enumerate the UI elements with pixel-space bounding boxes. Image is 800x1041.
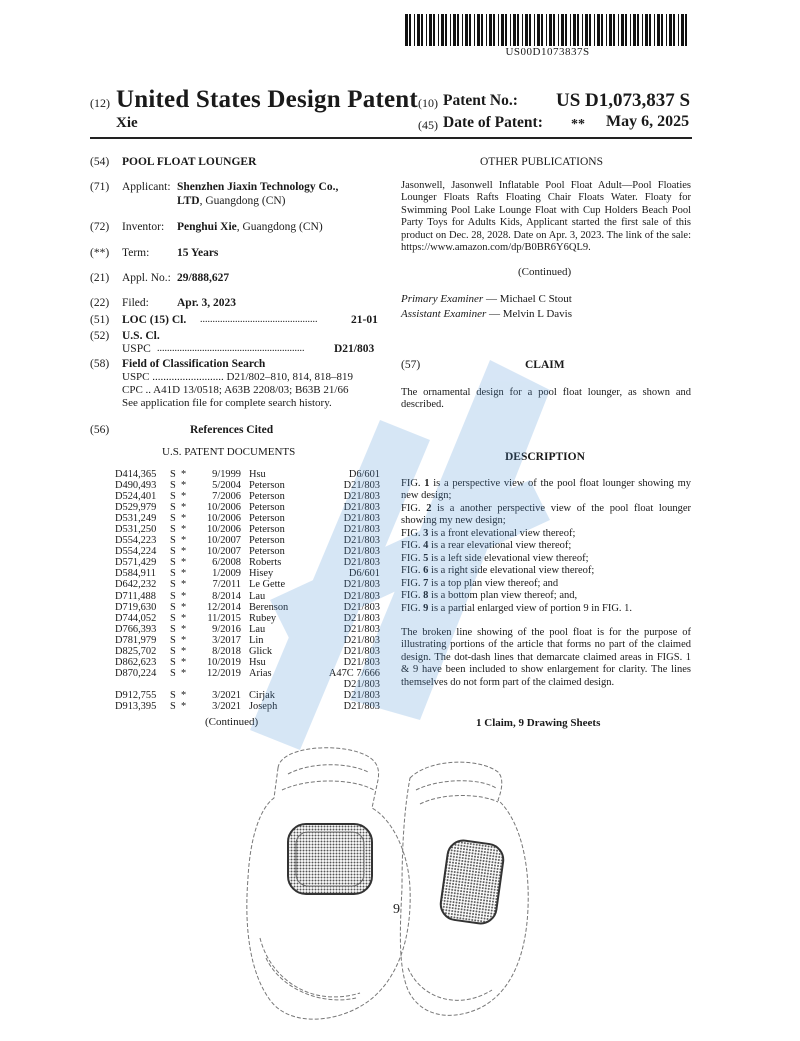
applicant-name: Shenzhen Jiaxin Technology Co., [177,181,339,193]
loc-label: LOC (15) Cl. [122,314,187,326]
claim-text: The ornamental design for a pool float lounger, as shown and described. [401,387,691,411]
reference-patent-number: D711,488 [115,590,156,602]
patent-no-label: Patent No.: [443,92,518,109]
applicant-label: Applicant: [122,181,171,193]
reference-cited-marker: * [181,634,187,646]
code-52: (52) [90,330,110,342]
fig-description: is a left side elevational view thereof; [428,552,589,564]
reference-class: D21/803 [341,480,380,491]
reference-cited-marker: * [181,513,187,525]
reference-kind: S [170,480,176,492]
reference-cited-marker: * [181,579,187,591]
loc-dots: ............................................... [200,314,318,325]
reference-cited-marker: * [181,524,187,536]
description-item [401,503,691,528]
filed-label: Filed: [122,297,149,309]
reference-class: D21/803 [341,701,380,712]
reference-class: D21/803 [341,513,380,524]
fig-number: 6 [423,565,429,577]
reference-row [115,480,380,491]
description-list [401,478,691,615]
term-label: Term: [122,247,150,259]
primary-examiner-label: Primary Examiner [401,293,484,305]
reference-class: D21/803 [341,646,380,657]
reference-date: 11/2015 [207,612,241,624]
reference-class: D21/803 [341,690,380,701]
reference-date: 3/2017 [212,634,241,646]
inventor-location: , Guangdong (CN) [236,221,323,233]
reference-cited-marker: * [181,568,187,580]
reference-date: 8/2018 [212,645,241,657]
reference-cited-marker: * [181,502,187,514]
primary-examiner-name: — Michael C Stout [483,293,572,305]
us-docs-label: U.S. PATENT DOCUMENTS [162,446,296,458]
invention-title: POOL FLOAT LOUNGER [122,156,257,168]
reference-row [115,635,380,646]
reference-inventor: Lau [249,624,268,635]
description-label: DESCRIPTION [505,451,585,463]
assistant-examiner-label: Assistant Examiner [401,308,487,320]
description-item [401,603,691,615]
fig-number: 9 [423,602,429,614]
fig-number: 8 [423,590,429,602]
reference-cited-marker: * [181,557,187,569]
fig-description: is a top plan view thereof; and [428,577,559,589]
reference-inventor: Lin [249,635,266,646]
reference-date: 7/2011 [212,579,241,591]
reference-cited-marker: * [181,601,187,613]
reference-class: D21/803 [341,491,380,502]
code-58: (58) [90,358,110,370]
reference-cited-marker: * [181,590,187,602]
reference-row [115,491,380,502]
inventor-name: Penghui Xie [177,221,237,233]
reference-cited-marker: * [181,469,187,480]
reference-row [115,557,380,568]
reference-cited-marker: * [181,491,187,503]
code-22: (22) [90,297,110,309]
field-line-1: USPC .......................... D21/802–810, 814, 818–819 [122,371,354,383]
reference-list [115,469,380,712]
reference-class: D21/803 [341,635,380,646]
reference-cited-marker: * [181,656,187,668]
appl-label: Appl. No.: [122,272,171,284]
reference-date: 12/2014 [206,601,241,613]
code-10: (10) [418,96,438,110]
code-56: (56) [90,424,110,436]
fig-description: is a partial enlarged view of portion 9 in FIG. 1. [428,602,633,614]
reference-date: 10/2007 [206,535,241,547]
reference-date: 5/2004 [212,480,241,492]
date-stars: ** [571,117,585,132]
reference-class: D6/601 [346,469,380,480]
reference-class: D21/803 [341,602,380,613]
reference-kind: S [170,612,176,624]
reference-kind: S [170,700,176,712]
fig-number: 5 [423,552,429,564]
reference-inventor: Cirjak [249,690,278,701]
code-71: (71) [90,181,110,193]
reference-patent-number: D766,393 [115,623,157,635]
reference-cited-marker: * [181,645,187,657]
reference-kind: S [170,689,176,701]
reference-inventor: Glick [249,646,275,657]
reference-kind: S [170,491,176,503]
reference-row [115,535,380,546]
reference-row [115,568,380,579]
fig-number: 7 [423,577,429,589]
reference-row [115,679,380,690]
patent-date: May 6, 2025 [606,113,690,130]
design-figure [230,738,540,1038]
assistant-examiner [401,308,572,320]
us-cl-label: U.S. Cl. [122,330,160,342]
reference-class: D21/803 [341,679,380,690]
reference-row [115,579,380,590]
fig-prefix: FIG. [401,552,424,564]
reference-patent-number: D913,395 [115,700,157,712]
reference-kind: S [170,535,176,547]
code-51: (51) [90,314,110,326]
patent-number: US D1,073,837 S [556,90,691,111]
reference-row [115,513,380,524]
inventor-label: Inventor: [122,221,165,233]
reference-patent-number: D414,365 [115,469,157,480]
reference-class: D21/803 [341,624,380,635]
reference-class: D21/803 [341,579,380,590]
reference-date: 6/2008 [212,557,241,569]
reference-class: D21/803 [341,524,380,535]
reference-patent-number: D531,249 [115,513,157,525]
reference-cited-marker: * [181,623,187,635]
barcode-number: US00D1073837S [505,46,590,58]
reference-inventor: Lau [249,591,268,602]
reference-row [115,502,380,513]
reference-row [115,624,380,635]
reference-kind: S [170,656,176,668]
reference-inventor: Peterson [249,524,288,535]
code-term: (**) [90,247,110,259]
reference-kind: S [170,568,176,580]
fig-description: is a front elevational view thereof; [428,527,576,539]
reference-kind: S [170,645,176,657]
reference-row [115,602,380,613]
reference-date: 9/1999 [212,469,241,480]
other-publications-label: OTHER PUBLICATIONS [480,156,603,168]
reference-row [115,668,380,679]
fig-prefix: FIG. [401,565,424,577]
reference-patent-number: D531,250 [115,524,157,536]
fig-number: 4 [423,540,429,552]
reference-class: D21/803 [341,613,380,624]
inventor-surname: Xie [116,115,138,131]
fig-description: is a right side elevational view thereof; [428,565,595,577]
fig-description: is a perspective view of the pool float lounger showing my new design; [401,478,691,502]
reference-row [115,690,380,701]
description-item [401,578,691,590]
reference-cited-marker: * [181,667,187,679]
description-item [401,540,691,552]
reference-inventor: Berenson [249,602,291,613]
date-label: Date of Patent: [443,114,543,131]
reference-kind: S [170,579,176,591]
field-search-label: Field of Classification Search [122,358,266,370]
fig-prefix: FIG. [401,590,424,602]
reference-cited-marker: * [181,612,187,624]
reference-inventor: Peterson [249,491,288,502]
reference-patent-number: D870,224 [115,667,157,679]
reference-date: 10/2006 [206,502,241,514]
reference-inventor: Roberts [249,557,284,568]
reference-date: 10/2006 [206,524,241,536]
reference-row [115,657,380,668]
description-item [401,528,691,540]
fig-prefix: FIG. [401,540,424,552]
applicant-location: , Guangdong (CN) [199,195,286,207]
reference-patent-number: D719,630 [115,601,157,613]
reference-patent-number: D554,223 [115,535,157,547]
broken-line-text: The broken line showing of the pool float is for the purpose of illustrating portions of the article that forms no part of the claimed design. The dot-dash lines that demarcate claimed areas in FIGS. 1 & 9 have been included to show enlargement for clarity. The lines themselves do not form part of the claimed design. [401,627,691,688]
uspc-dots: ........................................................... [157,343,305,354]
reference-date: 8/2014 [212,590,241,602]
reference-class: D21/803 [341,546,380,557]
reference-row [115,646,380,657]
reference-class: D6/601 [346,568,380,579]
claim-label: CLAIM [525,359,565,371]
reference-patent-number: D490,493 [115,480,157,492]
reference-patent-number: D584,911 [115,568,156,580]
code-45: (45) [418,118,438,132]
reference-inventor: Rubey [249,613,279,624]
applicant-name-2: LTD [177,195,200,207]
references-label: References Cited [190,424,274,436]
term-value: 15 Years [177,247,219,259]
primary-examiner [401,293,572,305]
field-line-2: CPC .. A41D 13/0518; A63B 2208/03; B63B 21/66 [122,384,349,396]
refs-continued: (Continued) [205,716,259,728]
reference-patent-number: D862,623 [115,656,157,668]
reference-kind: S [170,502,176,514]
description-item [401,553,691,565]
reference-patent-number: D642,232 [115,579,157,591]
description-item [401,565,691,577]
inventor-line [177,221,323,233]
figure-label: 9 [393,902,400,917]
reference-row [115,546,380,557]
reference-kind: S [170,667,176,679]
other-publications-text: Jasonwell, Jasonwell Inflatable Pool Float Adult—Pool Floaties Lounger Floats Rafts Floating Chair Floats Water. Floaty for Swimming Pool Lake Lounge Float with Cup Holders Beach Pool Party Toys for Adults Kids, Applicant started the first sale of this product on Dec. 28, 2028. Date on Apr. 3, 2023. The link of the sale: https://www.amazon.com/dp/B0BR6Y6QL9. [401,180,691,254]
reference-inventor: Peterson [249,480,288,491]
reference-patent-number: D524,401 [115,491,157,503]
code-21: (21) [90,272,110,284]
reference-patent-number: D554,224 [115,546,157,558]
reference-patent-number: D825,702 [115,645,157,657]
reference-class: D21/803 [341,557,380,568]
fig-prefix: FIG. [401,577,424,589]
description-item [401,478,691,503]
reference-row [115,469,380,480]
fig-description: is a rear elevational view thereof; [428,540,572,552]
reference-kind: S [170,524,176,536]
reference-inventor: Hsu [249,469,269,480]
reference-kind: S [170,513,176,525]
reference-inventor: Peterson [249,535,288,546]
applicant-line-2 [177,195,286,207]
reference-class: D21/803 [341,657,380,668]
reference-date: 7/2006 [212,491,241,503]
reference-date: 3/2021 [212,689,241,701]
filed-date: Apr. 3, 2023 [177,297,236,309]
reference-cited-marker: * [181,480,187,492]
reference-date: 10/2007 [206,546,241,558]
right-mesh-panel [439,838,506,925]
fig-number: 3 [423,527,429,539]
description-item [401,590,691,602]
reference-kind: S [170,601,176,613]
reference-inventor: Hisey [249,568,276,579]
reference-inventor: Hsu [249,657,269,668]
fig-description: is a bottom plan view thereof; and, [428,590,578,602]
reference-date: 12/2019 [206,667,241,679]
code-57: (57) [401,359,421,371]
reference-row [115,701,380,712]
code-12: (12) [90,96,110,110]
claims-sheets: 1 Claim, 9 Drawing Sheets [476,717,601,729]
uspc-label: USPC [122,343,151,355]
reference-row [115,613,380,624]
fig-number: 2 [426,502,432,514]
reference-inventor: Arias [249,668,275,679]
field-line-3: See application file for complete search history. [122,397,332,409]
reference-row [115,524,380,535]
reference-date: 10/2006 [206,513,241,525]
reference-date: 1/2009 [212,568,241,580]
reference-date: 10/2019 [206,656,241,668]
reference-cited-marker: * [181,535,187,547]
reference-class: D21/803 [341,535,380,546]
reference-patent-number: D744,052 [115,612,157,624]
fig-prefix: FIG. [401,602,424,614]
reference-cited-marker: * [181,546,187,558]
fig-prefix: FIG. [401,478,425,489]
fig-description: is a another perspective view of the pool float lounger showing my new design; [401,502,691,527]
reference-inventor: Peterson [249,513,288,524]
reference-kind: S [170,590,176,602]
reference-row [115,591,380,602]
assistant-examiner-name: — Melvin L Davis [486,308,572,320]
header-rule [90,137,692,139]
reference-patent-number: D571,429 [115,557,157,569]
reference-kind: S [170,469,176,480]
doc-title: United States Design Patent [116,86,418,113]
code-72: (72) [90,221,110,233]
reference-class: D21/803 [341,591,380,602]
reference-inventor: Le Gette [249,579,288,590]
barcode [405,14,690,46]
reference-patent-number: D912,755 [115,689,157,701]
reference-kind: S [170,546,176,558]
pubs-continued: (Continued) [518,266,572,278]
loc-value: 21-01 [351,314,378,326]
code-54: (54) [90,156,110,168]
reference-class: A47C 7/666 [326,668,380,679]
uspc-value: D21/803 [334,343,375,355]
reference-inventor: Peterson [249,502,288,513]
fig-prefix: FIG. [401,502,427,514]
appl-number: 29/888,627 [177,272,230,284]
reference-date: 9/2016 [212,623,241,635]
reference-kind: S [170,634,176,646]
fig-number: 1 [424,478,430,489]
reference-kind: S [170,557,176,569]
reference-cited-marker: * [181,700,187,712]
reference-kind: S [170,623,176,635]
fig-prefix: FIG. [401,527,424,539]
reference-date: 3/2021 [212,700,241,712]
reference-inventor: Joseph [249,701,280,712]
reference-class: D21/803 [341,502,380,513]
reference-cited-marker: * [181,689,187,701]
reference-inventor: Peterson [249,546,288,557]
reference-patent-number: D529,979 [115,502,157,514]
reference-patent-number: D781,979 [115,634,157,646]
